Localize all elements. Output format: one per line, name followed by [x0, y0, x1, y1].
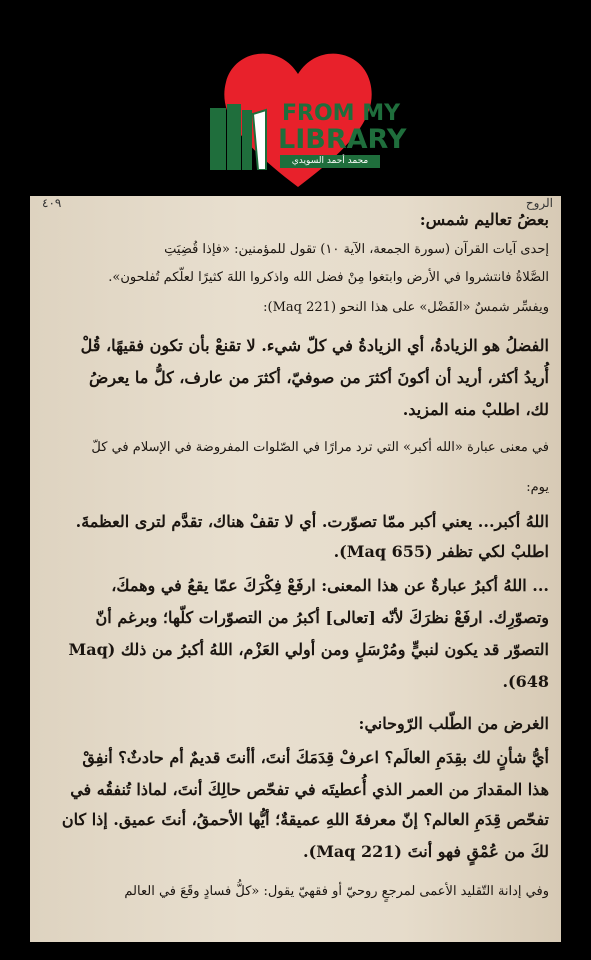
section-heading: الغرض من الطّلب الرّوحاني: — [358, 714, 549, 733]
quote-line: أيُّ شأنٍ لك بقِدَمِ العالَم؟ اعرفْ قِدَمَكَ أنتَ، أأنتَ قديمٌ أم حادثٌ؟ أنفِقْ — [82, 748, 549, 767]
logo-author: محمد أحمد السويدي — [280, 155, 380, 168]
running-head: الروح — [525, 196, 553, 210]
text-line: الصَّلاةُ فانتشروا في الأرض وابتغوا مِنْ فضل الله واذكروا اللهَ كثيرًا لعلّكم تُفلحون». — [108, 270, 549, 285]
quote-line: لك، اطلبْ منه المزيد. — [402, 400, 549, 419]
quote-line: التصوّر قد يكون لنبيٍّ ومُرْسَلٍ ومن أولي العَزْم، اللهُ أكبرُ من ذلك (Maq — [68, 640, 549, 659]
quote-line: هذا المقدارَ من العمر الذي أُعطيتَه في تفحّص حالِكَ أنتَ، لماذا تُنفقُه في — [70, 780, 549, 799]
text-line: في معنى عبارة «الله أكبر» التي ترد مرارًا في الصّلوات المفروضة في الإسلام في كلّ — [91, 440, 549, 455]
section-heading: بعضُ تعاليم شمس: — [419, 210, 549, 229]
quote-line: أُريدُ أكثر، أريد أن أكونَ أكثرَ من صوفيّ، أكثرَ من عارف، كلُّ ما يعرضُ — [89, 368, 549, 387]
logo-library-text: LIBRARY — [278, 124, 407, 155]
books-icon — [208, 104, 268, 170]
text-line: وفي إدانة التّقليد الأعمى لمرجعٍ روحيّ أو فقهيّ يقول: «كلُّ فسادٍ وقَعَ في العالم — [124, 884, 549, 899]
quote-line: ... اللهُ أكبرُ عبارةٌ عن هذا المعنى: ارفَعْ فِكْرَكَ عمّا يقعُ في وهمكَ، — [111, 576, 549, 595]
page-number: ٤٠٩ — [42, 196, 62, 210]
text-line: ويفسِّر شمسٌ «الفَضْل» على هذا النحو (Maq 221): — [263, 300, 549, 315]
quote-line: تفحّص قِدَمِ العالم؟ إنّ معرفةَ اللهِ عميقةٌ؛ أيُّها الأحمقُ، أنتَ عميق. إذا كان — [61, 810, 549, 829]
quote-line: الفضلُ هو الزيادةُ، أي الزيادةُ في كلّ شيء. لا تقنعْ بأن تكون فقيهًا، قُلْ — [80, 336, 549, 355]
text-line: إحدى آيات القرآن (سورة الجمعة، الآية ١٠) تقول للمؤمنين: «فإذا قُضِيَتِ — [164, 242, 549, 257]
logo-banner — [0, 0, 591, 196]
quote-line: اللهُ أكبر... يعني أكبر ممّا تصوّرت. أي لا تقفْ هناك، تقدَّم لترى العظمةَ. — [75, 512, 549, 531]
quote-line: 648). — [502, 672, 549, 691]
quote-line: وتصوّرِك. ارفَعْ نظرَكَ لأنّه [تعالى] أكبرُ من التصوّرات كلّها؛ وبرغم أنّ — [95, 608, 549, 627]
book-page — [30, 196, 561, 942]
text-line: يوم: — [526, 480, 549, 495]
quote-line: لكَ من عُمْقٍ فهو أنتَ (Maq 221). — [303, 842, 549, 861]
logo-from-text: FROM MY — [282, 101, 401, 126]
quote-line: اطلبْ لكي تظفر (Maq 655). — [333, 542, 549, 561]
